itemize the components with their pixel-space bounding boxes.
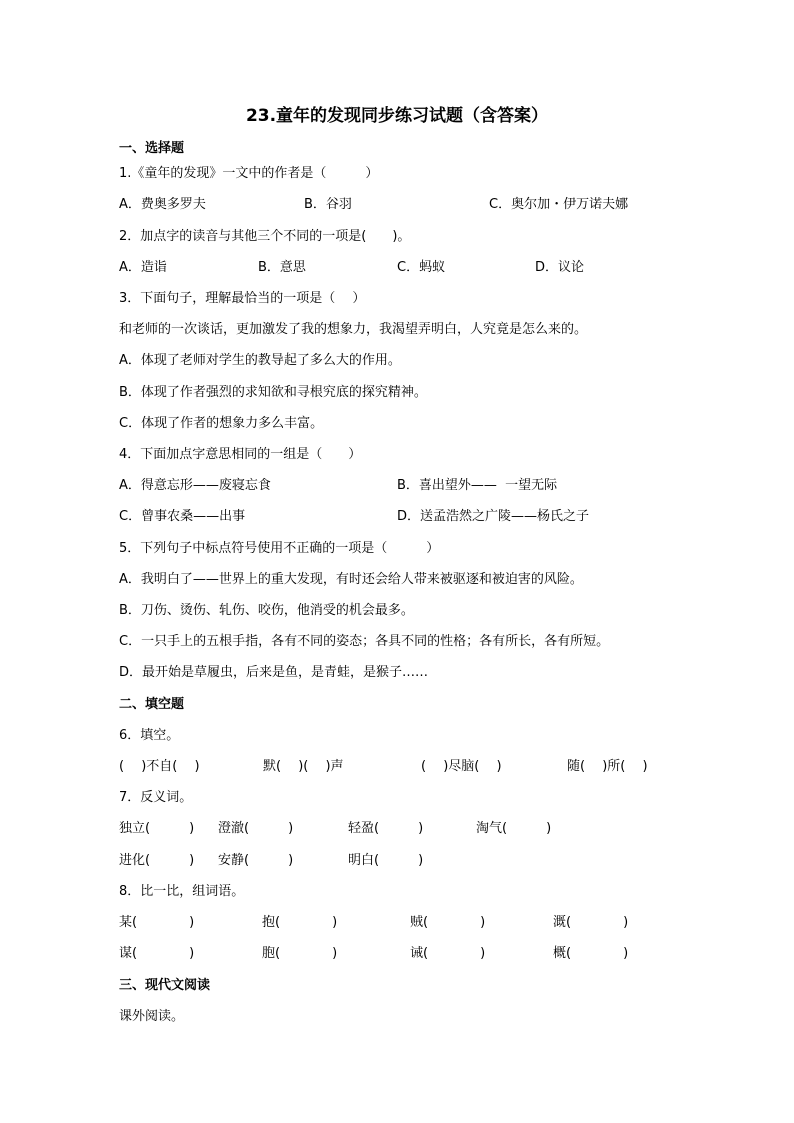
question-4-option-b: B．喜出望外—— 一望无际 [397,478,558,493]
question-6-blank-3: ( )尽脑( ) [421,759,502,774]
question-1-option-c: C．奥尔加・伊万诺夫娜 [489,197,629,212]
question-1-option-b: B．谷羽 [304,197,352,212]
question-5-option-a: A．我明白了——世界上的重大发现，有时还会给人带来被驱逐和被迫害的风险。 [119,572,583,587]
question-2-stem: 2．加点字的读音与其他三个不同的一项是( )。 [119,229,411,244]
question-8-item-3: 贼( ) [410,915,486,930]
question-8-stem: 8．比一比，组词语。 [119,884,245,899]
question-2-option-a: A．造诣 [119,260,167,275]
question-2-option-d: D．议论 [535,260,585,275]
question-8-item-8: 概( ) [553,946,629,961]
question-8-item-1: 某( ) [119,915,195,930]
question-6-blank-1: ( )不自( ) [119,759,200,774]
section-heading-choice: 一、选择题 [119,141,185,156]
question-2-option-b: B．意思 [258,260,306,275]
question-8-item-2: 抱( ) [262,915,338,930]
question-4-option-a: A．得意忘形——废寝忘食 [119,478,271,493]
question-7-item-4: 淘气( ) [476,821,552,836]
question-6-blank-2: 默( )( )声 [263,759,344,774]
question-2-option-c: C．蚂蚁 [397,260,446,275]
section-heading-fill: 二、填空题 [119,697,185,712]
question-8-item-6: 胞( ) [262,946,338,961]
section-heading-reading: 三、现代文阅读 [119,978,211,993]
question-5-option-d: D．最开始是草履虫，后来是鱼，是青蛙，是猴子…… [119,665,429,680]
question-7-item-1: 独立( ) [119,821,195,836]
question-7-stem: 7．反义词。 [119,790,193,805]
question-1-option-a: A．费奥多罗夫 [119,197,206,212]
page-title: 23.童年的发现同步练习试题（含答案） [245,106,549,126]
question-5-option-b: B．刀伤、烫伤、轧伤、咬伤，他消受的机会最多。 [119,603,414,618]
question-4-option-d: D．送孟浩然之广陵——杨氏之子 [397,509,590,524]
question-8-item-4: 溉( ) [553,915,629,930]
question-7-item-5: 进化( ) [119,853,195,868]
question-6-stem: 6．填空。 [119,728,180,743]
question-4-stem: 4．下面加点字意思相同的一组是（ ） [119,447,362,462]
question-3-stem: 3．下面句子，理解最恰当的一项是（ ） [119,291,366,306]
question-7-item-3: 轻盈( ) [348,821,424,836]
question-4-option-c: C．曾事农桑——出事 [119,509,246,524]
question-8-item-7: 诫( ) [410,946,486,961]
question-7-item-7: 明白( ) [348,853,424,868]
question-5-option-c: C．一只手上的五根手指，各有不同的姿态；各具不同的性格；各有所长，各有所短。 [119,634,610,649]
question-3-option-b: B．体现了作者强烈的求知欲和寻根究底的探究精神。 [119,385,427,400]
question-7-item-2: 澄澈( ) [218,821,294,836]
question-5-stem: 5．下列句子中标点符号使用不正确的一项是（ ） [119,541,440,556]
question-3-option-a: A．体现了老师对学生的教导起了多么大的作用。 [119,353,401,368]
question-3-sentence: 和老师的一次谈话，更加激发了我的想象力，我渴望弄明白，人究竟是怎么来的。 [119,322,588,337]
question-7-item-6: 安静( ) [218,853,294,868]
reading-intro: 课外阅读。 [119,1009,185,1024]
question-1-stem: 1.《童年的发现》一文中的作者是（ ） [119,166,379,181]
question-6-blank-4: 随( )所( ) [567,759,648,774]
question-8-item-5: 谋( ) [119,946,195,961]
question-3-option-c: C．体现了作者的想象力多么丰富。 [119,416,324,431]
